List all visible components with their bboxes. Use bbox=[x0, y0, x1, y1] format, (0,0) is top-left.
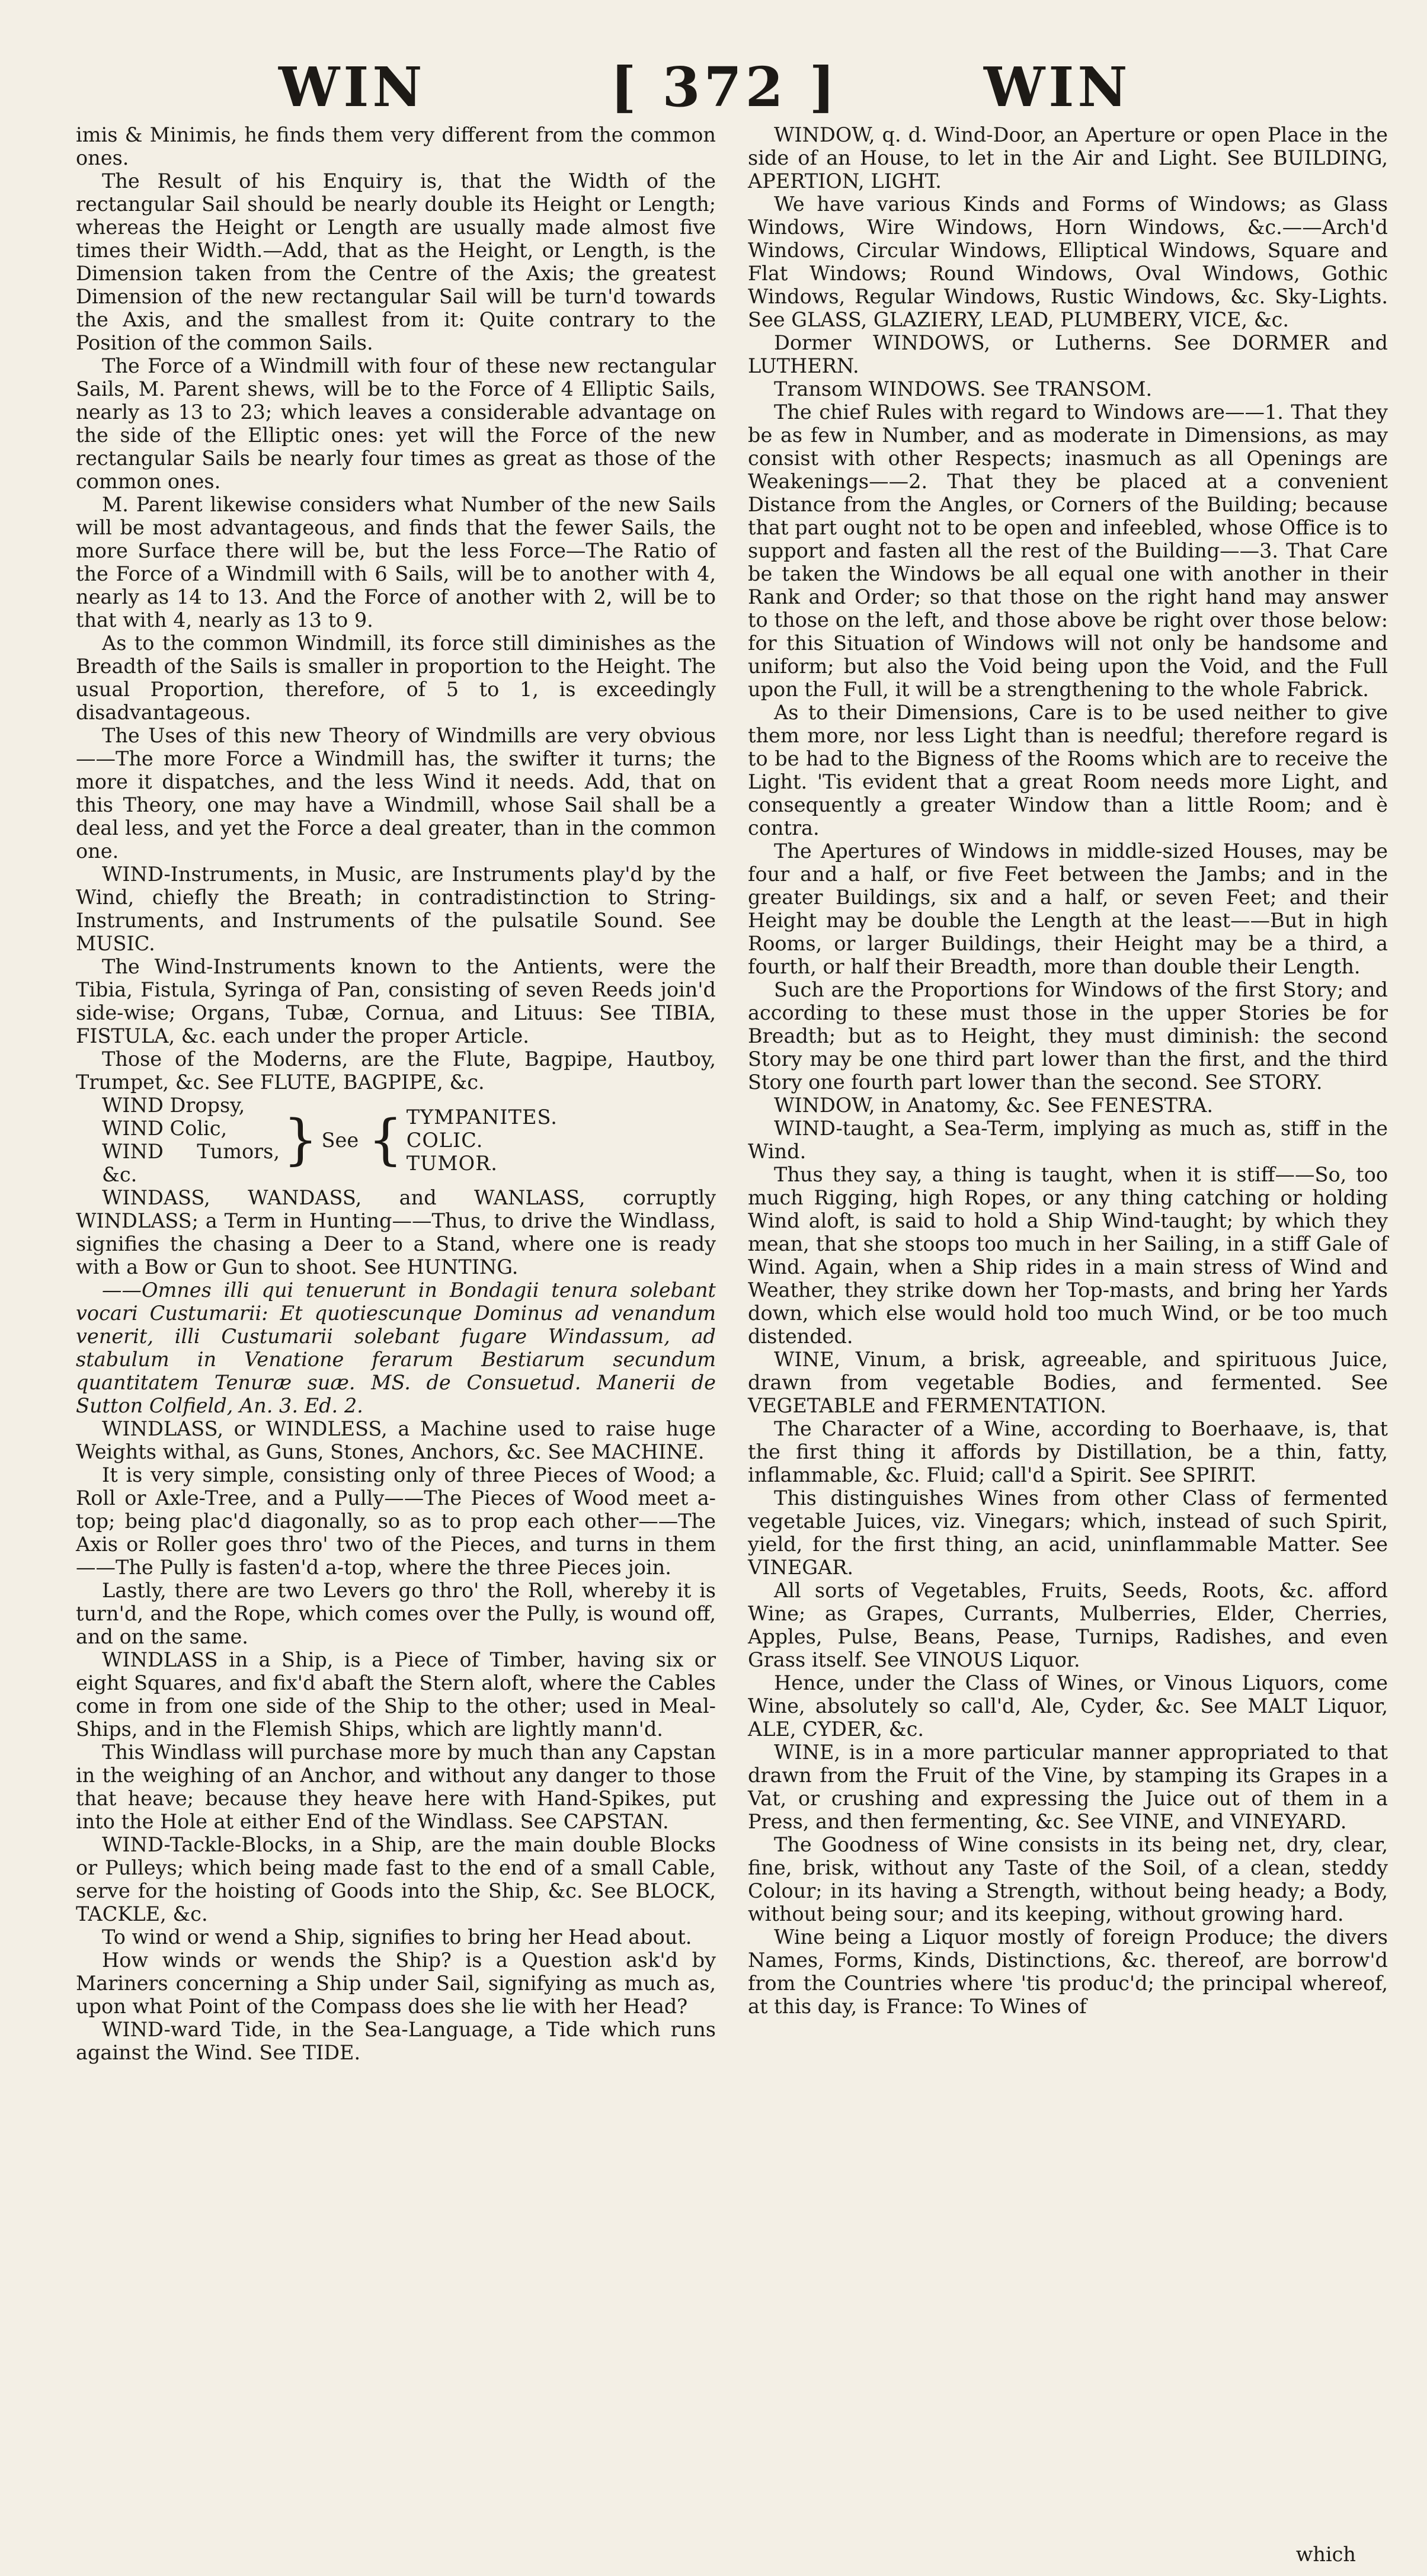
paragraph: M. Parent likewise considers what Number of the new Sails will be most advantageous, and finds that the fewer Sails, the more Surface there will be, but the less Force—The Ratio of the Force of a Windmill with 6 Sails, will be to another with 4, nearly as 14 to 13. And the Force of another with 2, will be to that with 4, nearly as 13 to 9. bbox=[76, 493, 716, 632]
paragraph: It is very simple, consisting only of three Pieces of Wood; a Roll or Axle-Tree, and a Pully——The Pieces of Wood meet a-top; being plac'd diagonally, so as to prop each other——The Axis or Roller goes thro' two of the Pieces, and turns in them——The Pully is fasten'd a-top, where the three Pieces join. bbox=[76, 1463, 716, 1579]
brace-right-item: TYMPANITES. bbox=[406, 1105, 558, 1129]
paragraph: WINDLASS in a Ship, is a Piece of Timber, having six or eight Squares, and fix'd abaft the Stern aloft, where the Cables come in from one side of the Ship to the other; used in Meal-Ships, and in the Flemish Ships, which are lightly mann'd. bbox=[76, 1648, 716, 1741]
paragraph: This Windlass will purchase more by much than any Capstan in the weighing of an Anchor, and without any danger to those that heave; because they heave here with Hand-Spikes, put into the Hole at either End of the Windlass. See CAPSTAN. bbox=[76, 1741, 716, 1833]
header-right-word: WIN bbox=[984, 55, 1131, 119]
paragraph: Transom WINDOWS. See TRANSOM. bbox=[774, 377, 1153, 401]
paragraph: The Wind-Instruments known to the Antients, were the Tibia, Fistula, Syringa of Pan, consisting of seven Reeds join'd side-wise; Organs, Tubæ, Cornua, and Lituus: See TIBIA, FISTULA, &c. each under the proper Article. bbox=[76, 955, 716, 1047]
paragraph: The Force of a Windmill with four of these new rectangular Sails, M. Parent shews, will be to the Force of 4 Elliptic Sails, nearly as 13 to 23; which leaves a considerable advantage on the side of the Elliptic ones: yet will the Force of the new rectangular Sails be nearly four times as great as those of the common ones. bbox=[76, 354, 716, 493]
paragraph: Those of the Moderns, are the Flute, Bagpipe, Hautboy, Trumpet, &c. See FLUTE, BAGPIPE, &c. bbox=[76, 1047, 716, 1094]
header-left-word: WIN bbox=[279, 55, 426, 119]
paragraph: How winds or wends the Ship? is a Question ask'd by Mariners concerning a Ship under Sail, signifying as much as, upon what Point of the Compass does she lie with her Head? bbox=[76, 1949, 716, 2018]
left-column bbox=[76, 123, 716, 2064]
paragraph: Such are the Proportions for Windows of the first Story; and according to these must those in the upper Stories be for Breadth; but as to Height, they must diminish: the second Story may be one third part lower than the first, and the third Story one fourth part lower than the second. See STORY. bbox=[748, 978, 1388, 1094]
paragraph: As to their Dimensions, Care is to be used neither to give them more, nor less Light than is needful; therefore regard is to be had to the Bigness of the Rooms which are to receive the Light. 'Tis evident that a great Room needs more Light, and consequently a greater Window than a little Room; and è contra. bbox=[748, 701, 1388, 840]
paragraph: WINE, Vinum, a brisk, agreeable, and spirituous Juice, drawn from vegetable Bodies, and fermented. See VEGETABLE and FERMENTATION. bbox=[748, 1348, 1388, 1417]
brace-left-item: WIND Dropsy, bbox=[102, 1094, 245, 1117]
curly-brace-icon: { bbox=[368, 1108, 403, 1171]
paragraph: WIND-Tackle-Blocks, in a Ship, are the main double Blocks or Pulleys; which being made fast to the end of a small Cable, serve for the hoisting of Goods into the Ship, &c. See BLOCK, TACKLE, &c. bbox=[76, 1833, 716, 1925]
paragraph: ——Omnes illi qui tenuerunt in Bondagii tenura solebant vocari Custumarii: Et quotiescunque Dominus ad venandum venerit, illi Custumarii solebant fugare Windassum, ad stabulum in Venatione ferarum Bestiarum secundum quantitatem Tenuræ suæ. MS. de Consuetud. Manerii de Sutton Colfield, An. 3. Ed. 2. bbox=[76, 1279, 716, 1417]
paragraph: WINDLASS, or WINDLESS, a Machine used to raise huge Weights withal, as Guns, Stones, Anchors, &c. See MACHINE. bbox=[76, 1417, 716, 1463]
paragraph: We have various Kinds and Forms of Windows; as Glass Windows, Wire Windows, Horn Windows, &c.——Arch'd Windows, Circular Windows, Elliptical Windows, Square and Flat Windows; Round Windows, Oval Windows, Gothic Windows, Regular Windows, Rustic Windows, &c. Sky-Lights. See GLASS, GLAZIERY, LEAD, PLUMBERY, VICE, &c. bbox=[748, 193, 1388, 331]
paragraph: Thus they say, a thing is taught, when it is stiff——So, too much Rigging, high Ropes, or any thing catching or holding Wind aloft, is said to hold a Ship Wind-taught; by which they mean, that she stoops too much in her Sailing, in a stiff Gale of Wind. Again, when a Ship rides in a main stress of Wind and Weather, they strike down her Top-masts, and bring her Yards down, which else would hold too much Wind, or be too much distended. bbox=[748, 1163, 1388, 1348]
paragraph: This distinguishes Wines from other Class of fermented vegetable Juices, viz. Vinegars; which, instead of such Spirit, yield, for the first thing, an acid, uninflammable Matter. See VINEGAR. bbox=[748, 1486, 1388, 1579]
paragraph: The Apertures of Windows in middle-sized Houses, may be four and a half, or five Feet between the Jambs; and in the greater Buildings, six and a half, or seven Feet; and their Height may be double the Length at the least——But in high Rooms, or larger Buildings, their Height may be a third, a fourth, or half their Breadth, more than double their Length. bbox=[748, 840, 1388, 978]
paragraph: The Uses of this new Theory of Windmills are very obvious——The more Force a Windmill has, the swifter it turns; the more it dispatches, and the less Wind it needs. Add, that on this Theory, one may have a Windmill, whose Sail shall be a deal less, and yet the Force a deal greater, than in the common one. bbox=[76, 724, 716, 863]
paragraph: WIND-Instruments, in Music, are Instruments play'd by the Wind, chiefly the Breath; in contradistinction to String-Instruments, and Instruments of the pulsatile Sound. See MUSIC. bbox=[76, 863, 716, 955]
right-column bbox=[748, 123, 1388, 2018]
brace-right-item: TUMOR. bbox=[406, 1151, 498, 1175]
brace-see-label: See bbox=[321, 1128, 359, 1152]
paragraph: The Goodness of Wine consists in its being net, dry, clear, fine, brisk, without any Taste of the Soil, of a clean, steddy Colour; in its having a Strength, without being heady; a Body, without being sour; and its keeping, without growing hard. bbox=[748, 1833, 1388, 1925]
paragraph: WINDOW, in Anatomy, &c. See FENESTRA. bbox=[774, 1094, 1213, 1117]
paragraph: WINDOW, q. d. Wind-Door, an Aperture or open Place in the side of an House, to let in the Air and Light. See BUILDING, APERTION, LIGHT. bbox=[748, 123, 1388, 193]
paragraph: WINDASS, WANDASS, and WANLASS, corruptly WINDLASS; a Term in Hunting——Thus, to drive the Windlass, signifies the chasing a Deer to a Stand, where one is ready with a Bow or Gun to shoot. See HUNTING. bbox=[76, 1186, 716, 1279]
paragraph: As to the common Windmill, its force still diminishes as the Breadth of the Sails is smaller in proportion to the Height. The usual Proportion, therefore, of 5 to 1, is exceedingly disadvantageous. bbox=[76, 632, 716, 724]
brace-right-item: COLIC. bbox=[406, 1128, 484, 1152]
brace-left-list bbox=[102, 1094, 280, 1186]
running-header bbox=[0, 55, 1427, 120]
paragraph: All sorts of Vegetables, Fruits, Seeds, Roots, &c. afford Wine; as Grapes, Currants, Mulberries, Elder, Cherries, Apples, Pulse, Beans, Pease, Turnips, Radishes, and even Grass itself. See VINOUS Liquor. bbox=[748, 1579, 1388, 1671]
paragraph: imis & Minimis, he finds them very different from the common ones. bbox=[76, 123, 716, 169]
paragraph: WINE, is in a more particular manner appropriated to that drawn from the Fruit of the Vine, by stamping its Grapes in a Vat, or crushing and expressing the Juice out of them in a Press, and then fermenting, &c. See VINE, and VINEYARD. bbox=[748, 1741, 1388, 1833]
paragraph: The Result of his Enquiry is, that the Width of the rectangular Sail should be nearly double its Height or Length; whereas the Height or Length are usually made almost five times their Width.—Add, that as the Height, or Length, is the Dimension taken from the Centre of the Axis; the greatest Dimension of the new rectangular Sail will be turn'd towards the Axis, and the smallest from it: Quite contrary to the Position of the common Sails. bbox=[76, 169, 716, 354]
page-number: [ 372 ] bbox=[610, 55, 839, 119]
paragraph: Hence, under the Class of Wines, or Vinous Liquors, come Wine, absolutely so call'd, Ale, Cyder, &c. See MALT Liquor, ALE, CYDER, &c. bbox=[748, 1671, 1388, 1741]
brace-right-list bbox=[407, 1106, 558, 1175]
paragraph: The chief Rules with regard to Windows are——1. That they be as few in Number, and as moderate in Dimensions, as may consist with other Respects; inasmuch as all Openings are Weakenings——2. That they be placed at a convenient Distance from the Angles, or Corners of the Building; because that part ought not to be open and infeebled, whose Office is to support and fasten all the rest of the Building——3. That Care be taken the Windows be all equal one with another in their Rank and Order; so that those on the right hand may answer to those on the left, and those above be right over those below: for this Situation of Windows will not only be handsome and uniform; but also the Void being upon the Void, and the Full upon the Full, it will be a strengthening to the whole Fabrick. bbox=[748, 401, 1388, 701]
curly-brace-icon: } bbox=[283, 1108, 318, 1171]
paragraph: WIND-taught, a Sea-Term, implying as much as, stiff in the Wind. bbox=[748, 1117, 1388, 1163]
paragraph: Dormer WINDOWS, or Lutherns. See DORMER and LUTHERN. bbox=[748, 331, 1388, 377]
catchword: which bbox=[1295, 2543, 1356, 2566]
paragraph: The Character of a Wine, according to Boerhaave, is, that the first thing it affords by Distillation, be a thin, fatty, inflammable, &c. Fluid; call'd a Spirit. See SPIRIT. bbox=[748, 1417, 1388, 1486]
paragraph: WIND-ward Tide, in the Sea-Language, a Tide which runs against the Wind. See TIDE. bbox=[76, 2018, 716, 2064]
brace-left-item: WIND Tumors, &c. bbox=[102, 1140, 280, 1186]
paragraph: Wine being a Liquor mostly of foreign Produce; the divers Names, Forms, Kinds, Distinctions, &c. thereof, are borrow'd from the Countries where 'tis produc'd; the principal whereof, at this day, is France: To Wines of bbox=[748, 1925, 1388, 2018]
brace-left-item: WIND Colic, bbox=[102, 1117, 228, 1140]
paragraph: Lastly, there are two Levers go thro' the Roll, whereby it is turn'd, and the Rope, which comes over the Pully, is wound off, and on the same. bbox=[76, 1579, 716, 1648]
paragraph: To wind or wend a Ship, signifies to bring her Head about. bbox=[102, 1925, 692, 1949]
cross-reference-brace bbox=[102, 1094, 716, 1186]
